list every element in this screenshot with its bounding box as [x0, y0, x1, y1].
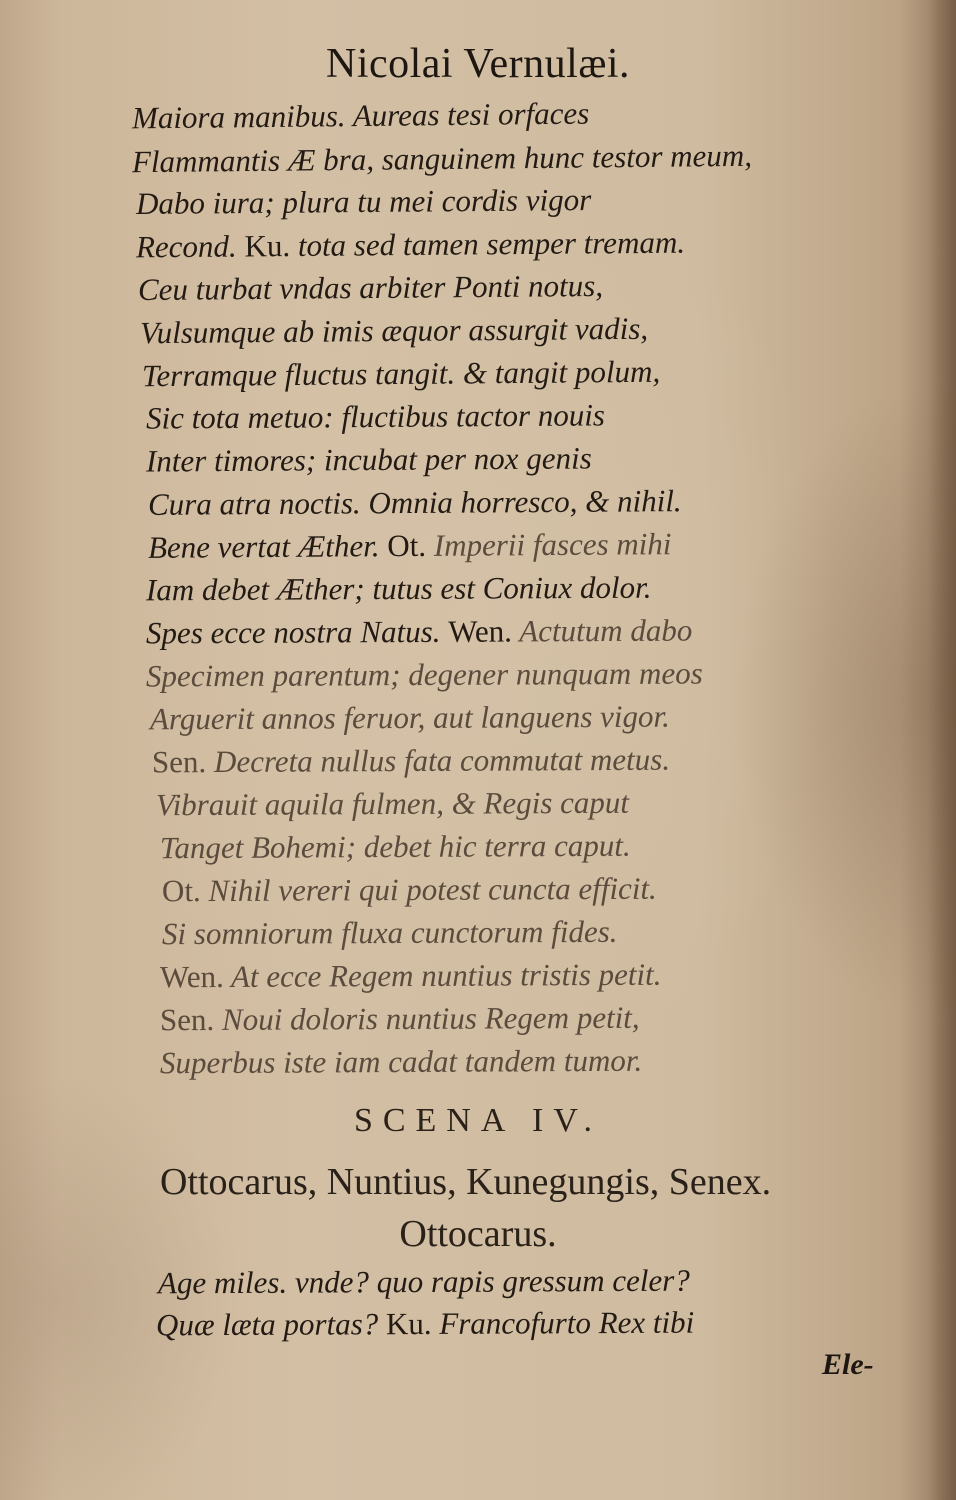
- verse-text: Actutum dabo: [519, 612, 693, 649]
- verse-text: Imperii fasces mihi: [433, 526, 672, 563]
- verse-text: Vulsumque ab imis æquor assurgit vadis,: [139, 310, 649, 351]
- verse-line: [155, 1304, 695, 1343]
- verse-text: Arguerit annos feruor, aut languens vigor.: [149, 698, 670, 737]
- verse-line: [151, 741, 671, 780]
- verse-text: Francofurto Rex tibi: [439, 1304, 695, 1341]
- verse-text: Superbus iste iam cadat tandem tumor.: [159, 1042, 643, 1081]
- verse-line: [161, 913, 618, 952]
- verse-text: Bene vertat Æther.: [147, 528, 380, 565]
- verse-text: Nihil vereri qui potest cuncta efficit.: [208, 870, 657, 909]
- verse-text: Flammantis Æ bra, sanguinem hunc testor meum,: [131, 137, 753, 180]
- verse-line: [141, 353, 661, 394]
- verse-text: Specimen parentum; degener nunquam meos: [145, 655, 703, 694]
- verse-text: At ecce Regem nuntius tristis petit.: [230, 956, 662, 994]
- verse-line: [159, 956, 662, 995]
- verse-line: [159, 1042, 643, 1081]
- verse-line: [148, 485, 682, 520]
- verse-text: Dabo iura; plura tu mei cordis vigor: [135, 182, 592, 221]
- speaker-label: Sen.: [159, 1001, 215, 1038]
- verse-text: Terramque fluctus tangit. & tangit polum,: [141, 353, 661, 394]
- verse-text: Recond.: [135, 228, 237, 265]
- verse-text: Quæ læta portas?: [155, 1306, 379, 1343]
- verse-text: Sic tota metuo: fluctibus tactor nouis: [145, 397, 606, 436]
- speaker-heading: Ottocarus.: [399, 1213, 557, 1255]
- verse-text: Ceu turbat vndas arbiter Ponti notus,: [137, 267, 604, 308]
- verse-line: [161, 870, 657, 909]
- verse-text: Tanget Bohemi; debet hic terra caput.: [159, 827, 631, 866]
- verse-line: [137, 267, 604, 308]
- verse-text: Spes ecce nostra Natus.: [145, 613, 441, 651]
- verse-line: [131, 95, 590, 136]
- verse-line: [145, 397, 606, 436]
- speaker-label: Ku.: [244, 228, 291, 264]
- verse-text: Si somniorum fluxa cunctorum fides.: [161, 913, 618, 952]
- verse-line: [145, 569, 652, 608]
- verse-line: [157, 1262, 690, 1301]
- verse-line: [159, 999, 640, 1038]
- verse-text: Age miles. vnde? quo rapis gressum celer?: [157, 1262, 690, 1301]
- verse-text: Iam debet Æther; tutus est Coniux dolor.: [145, 569, 652, 608]
- verse-text: Cura atra noctis. Omnia horresco, & nihil.: [147, 483, 682, 522]
- verse-line: [155, 784, 630, 823]
- verse-line: [145, 440, 592, 479]
- verse-line: [159, 827, 631, 866]
- catchword: Ele-: [822, 1348, 874, 1381]
- verse-text: Maiora manibus. Aureas tesi orfaces: [131, 95, 590, 136]
- speaker-label: Wen.: [448, 613, 513, 649]
- verse-text: Noui doloris nuntius Regem petit,: [221, 999, 640, 1037]
- verse-text: Decreta nullus fata commutat metus.: [213, 741, 671, 780]
- dramatis-personae: Ottocarus, Nuntius, Kunegungis, Senex.: [160, 1161, 772, 1203]
- verse-line: [148, 528, 672, 563]
- verse-text: Inter timores; incubat per nox genis: [145, 440, 592, 479]
- speaker-label: Sen.: [151, 744, 207, 780]
- verse-text: tota sed tamen semper tremam.: [297, 224, 686, 263]
- speaker-label: Ot.: [161, 873, 201, 909]
- running-head: Nicolai Vernulæi.: [325, 41, 631, 87]
- verse-line: [139, 310, 649, 351]
- verse-line: [131, 137, 753, 180]
- speaker-label: Ku.: [385, 1305, 432, 1342]
- speaker-label: Wen.: [159, 958, 224, 995]
- verse-line: [145, 612, 693, 651]
- verse-line: [149, 698, 670, 737]
- verse-line: [135, 224, 686, 265]
- page-gutter-shadow: [928, 0, 956, 1500]
- verse-text: Vibrauit aquila fulmen, & Regis caput: [155, 784, 630, 823]
- verse-line: [145, 655, 703, 694]
- verse-line: [136, 184, 591, 219]
- speaker-label: Ot.: [387, 527, 427, 564]
- scene-title: SCENA IV.: [353, 1102, 603, 1139]
